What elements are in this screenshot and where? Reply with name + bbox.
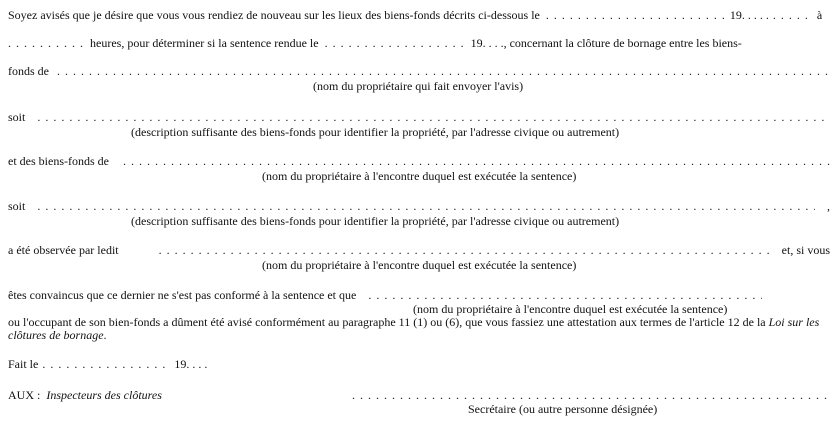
line-1-end: à <box>816 8 823 22</box>
line-1-text: Soyez avisés que je désire que vous vous rendiez de nouveau sur les lieux des biens-fonds décrits ci-dessous le <box>8 8 540 22</box>
line-7-end: et, si vous <box>781 243 830 257</box>
line-8 <box>8 288 830 302</box>
paragraph-end: . <box>103 328 107 342</box>
aux-recipients: Inspecteurs des clôtures <box>46 388 162 402</box>
signed-date-field[interactable] <box>42 357 170 371</box>
owner-name-field[interactable] <box>57 64 830 78</box>
signature-field[interactable] <box>352 388 830 402</box>
line-4 <box>8 110 830 124</box>
line-6-caption: (description suffisante des biens-fonds pour identifier la propriété, par l'adresse civique ou autrement) <box>131 214 620 228</box>
line-3-caption: (nom du propriétaire qui fait envoyer l'avis) <box>313 79 524 93</box>
line-2-hours: heures, pour déterminer si la sentence rendue le <box>90 36 319 50</box>
attestation-paragraph <box>8 316 830 342</box>
line-1 <box>8 8 830 22</box>
line-6-label: soit <box>8 199 26 213</box>
signature-caption: Secrétaire (ou autre personne désignée) <box>468 402 658 416</box>
line-1-year: 19. . . . . <box>729 8 769 22</box>
line-8-label: êtes convaincus que ce dernier ne s'est pas conformé à la sentence et que <box>8 288 357 302</box>
line-2 <box>8 36 830 50</box>
fait-le-year: 19. . . . <box>174 357 208 371</box>
line-8-caption: (nom du propriétaire à l'encontre duquel est exécutée la sentence) <box>413 302 728 316</box>
non-compliant-owner-field[interactable] <box>368 288 762 302</box>
line-7-caption: (nom du propriétaire à l'encontre duquel est exécutée la sentence) <box>262 258 577 272</box>
aux-line <box>8 388 830 402</box>
line-5 <box>8 154 830 168</box>
line-5-caption: (nom du propriétaire à l'encontre duquel est exécutée la sentence) <box>262 169 577 183</box>
date-field[interactable] <box>546 8 726 22</box>
law-title: Loi sur les clôtures de bornage <box>8 316 820 342</box>
paragraph-text: ou l'occupant de son bien-fonds a dûment été avisé conformément au paragraphe 11 (1) ou (6), que vous fassiez une attestation aux termes de l'article 12 de la <box>8 316 766 329</box>
line-7-label: a été observée par ledit <box>8 243 119 257</box>
fait-le-label: Fait le <box>8 357 39 371</box>
line-4-label: soit <box>8 110 26 124</box>
line-5-label: et des biens-fonds de <box>8 154 109 168</box>
year-field[interactable] <box>773 8 813 22</box>
other-owner-field[interactable] <box>123 154 830 168</box>
sentence-date-field[interactable] <box>325 36 465 50</box>
observed-by-field[interactable] <box>159 243 774 257</box>
line-2-year: 19. . . . <box>470 36 504 50</box>
line-3-label: fonds de <box>8 64 49 78</box>
aux-label: AUX : <box>8 388 41 402</box>
line-6-end: , <box>827 199 830 213</box>
other-property-description-field[interactable] <box>37 199 815 213</box>
hour-field[interactable] <box>8 36 84 50</box>
line-7 <box>8 243 830 257</box>
line-3 <box>8 64 830 78</box>
line-4-caption: (description suffisante des biens-fonds pour identifier la propriété, par l'adresse civique ou autrement) <box>131 125 620 139</box>
line-6 <box>8 199 830 213</box>
property-description-field[interactable] <box>37 110 830 124</box>
fait-le-line <box>8 357 830 371</box>
line-2-text: , concernant la clôture de bornage entre les biens- <box>503 36 742 50</box>
